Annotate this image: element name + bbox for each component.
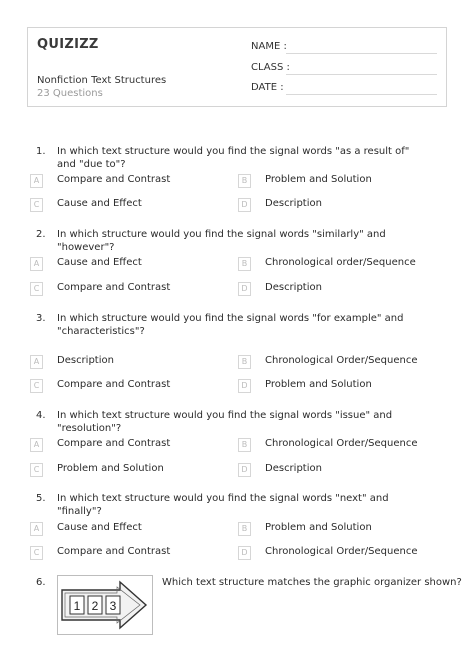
question-text: In which text structure would you find the signal words "as a result of" and "due to"? [57,146,410,170]
question-number: 1. [36,146,46,157]
option-label: Problem and Solution [265,379,372,390]
option-letter: B [238,355,251,369]
option-label: Cause and Effect [57,257,142,268]
option-letter: B [238,174,251,188]
option-label: Compare and Contrast [57,282,171,293]
option-label: Cause and Effect [57,522,142,533]
option-label: Compare and Contrast [57,438,171,449]
option-letter: D [238,282,251,296]
option-label: Problem and Solution [57,463,164,474]
option-label: Description [57,355,114,366]
question-number: 4. [36,410,46,421]
option-label: Chronological Order/Sequence [265,438,418,449]
option-label: Chronological Order/Sequence [265,355,418,366]
quizizz-logo: QUIZIZZ [37,37,99,52]
option-label: Description [265,282,322,293]
option-letter: B [238,522,251,536]
question-text: In which text structure would you find the signal words "next" and "finally"? [57,493,389,517]
class-label: CLASS : [251,62,290,73]
option-label: Cause and Effect [57,198,142,209]
question-text: In which text structure would you find the signal words "issue" and "resolution"? [57,410,393,434]
option-letter: C [30,546,43,560]
name-label: NAME : [251,41,287,52]
option-label: Compare and Contrast [57,174,171,185]
option-letter: A [30,355,43,369]
worksheet-header [27,27,447,107]
date-line[interactable] [286,94,437,95]
sequence-arrow-graphic [58,576,152,634]
class-line[interactable] [286,74,437,75]
option-letter: D [238,198,251,212]
option-letter: A [30,257,43,271]
question-number: 5. [36,493,46,504]
option-label: Chronological order/Sequence [265,257,416,268]
question-number: 3. [36,313,46,324]
question-text: In which structure would you find the signal words "similarly" and "however"? [57,229,386,253]
graphic-number-3: 3 [109,599,117,613]
question-count: 23 Questions [37,88,103,99]
question-text: In which structure would you find the signal words "for example" and "characteristics"? [57,313,404,337]
option-letter: A [30,174,43,188]
option-label: Compare and Contrast [57,546,171,557]
date-label: DATE : [251,82,284,93]
option-label: Compare and Contrast [57,379,171,390]
option-letter: D [238,463,251,477]
option-letter: D [238,546,251,560]
option-label: Chronological Order/Sequence [265,546,418,557]
option-letter: C [30,282,43,296]
name-line[interactable] [286,53,437,54]
option-letter: A [30,438,43,452]
question-number: 6. [36,577,46,588]
question-text: Which text structure matches the graphic organizer shown? [162,577,462,588]
option-letter: C [30,198,43,212]
option-letter: D [238,379,251,393]
option-label: Problem and Solution [265,522,372,533]
option-letter: C [30,379,43,393]
option-letter: B [238,257,251,271]
option-letter: A [30,522,43,536]
question-number: 2. [36,229,46,240]
option-label: Description [265,463,322,474]
worksheet-title: Nonfiction Text Structures [37,75,167,86]
option-letter: C [30,463,43,477]
option-label: Description [265,198,322,209]
graphic-organizer-image [57,575,153,635]
option-label: Problem and Solution [265,174,372,185]
option-letter: B [238,438,251,452]
graphic-number-1: 1 [73,599,81,613]
graphic-number-2: 2 [91,599,99,613]
